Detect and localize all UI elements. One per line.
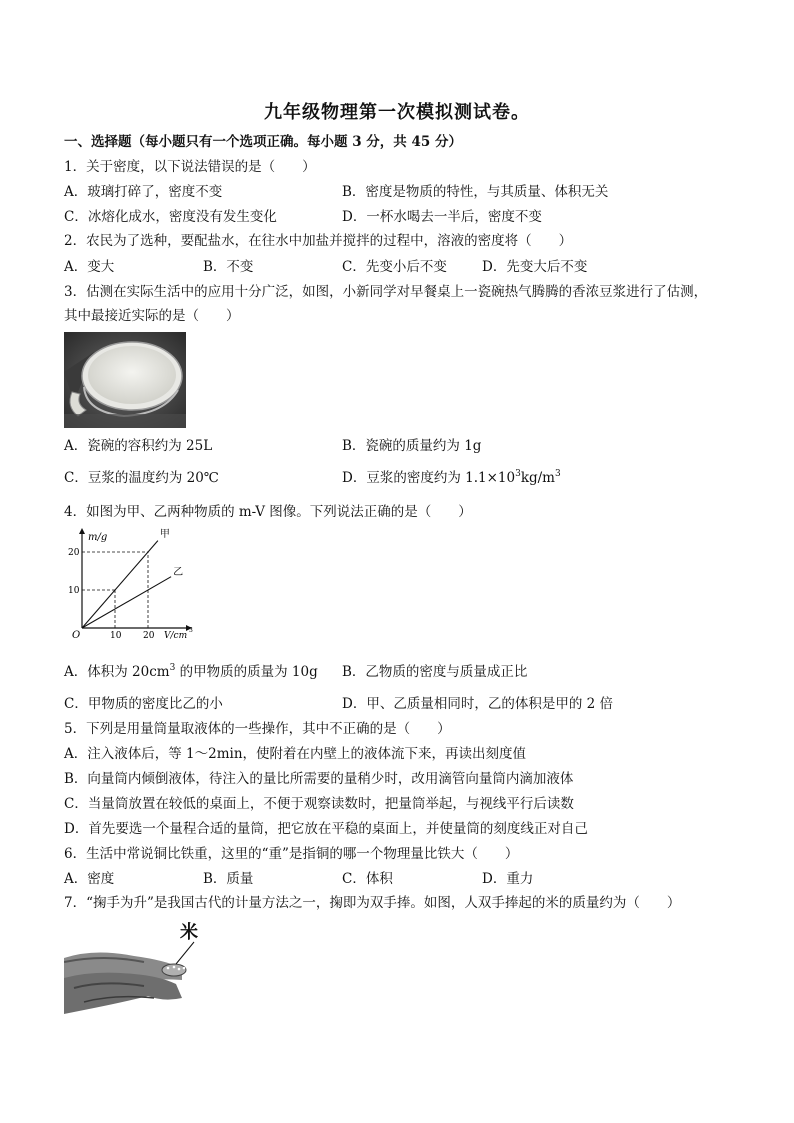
q4-option-a-rest: 的甲物质的质量为 10g xyxy=(175,664,318,680)
q6-option-a: A．密度 xyxy=(64,871,115,887)
q2-option-d: D．先变大后不变 xyxy=(482,259,588,275)
rice-label: 米 xyxy=(180,922,198,943)
question-5: 5．下列是用量筒量取液体的一些操作，其中不正确的是（ ） xyxy=(64,721,451,737)
q4-option-c: C．甲物质的密度比乙的小 xyxy=(64,696,223,712)
q1-option-b: B．密度是物质的特性，与其质量、体积无关 xyxy=(342,184,609,200)
section-heading: 一、选择题（每小题只有一个选项正确。每小题 3 分，共 45 分） xyxy=(64,134,462,150)
q3-option-d xyxy=(342,469,561,487)
bowl-photo xyxy=(64,332,186,428)
q5-option-c: C．当量筒放置在较低的桌面上，不便于观察读数时，把量筒举起，与视线平行后读数 xyxy=(64,796,574,812)
x-axis-label-exp: 3 xyxy=(189,627,193,634)
question-3-line1: 3．估测在实际生活中的应用十分广泛，如图，小新同学对早餐桌上一瓷碗热气腾腾的香浓豆浆进行了估测， xyxy=(64,284,708,300)
series-label-yi: 乙 xyxy=(173,566,184,578)
x-tick-label: 20 xyxy=(143,631,155,641)
question-6: 6．生活中常说铜比铁重，这里的“重”是指铜的哪一个物理量比铁大（ ） xyxy=(64,846,519,862)
q3-option-d-exp1: 3 xyxy=(515,469,521,479)
y-tick-label: 10 xyxy=(68,586,80,596)
q5-option-a: A．注入液体后，等 1～2min，使附着在内壁上的液体流下来，再读出刻度值 xyxy=(64,746,527,762)
q4-option-a-text: A．体积为 20cm xyxy=(64,664,170,680)
q2-option-a: A．变大 xyxy=(64,259,115,275)
y-tick-label: 20 xyxy=(68,548,80,558)
q3-option-d-text: D．豆浆的密度约为 1.1×10 xyxy=(342,470,516,486)
q6-option-b: B．质量 xyxy=(203,871,254,887)
y-axis-label: m/g xyxy=(88,532,108,543)
question-2: 2．农民为了选种，要配盐水，在往水中加盐并搅拌的过程中，溶液的密度将（ ） xyxy=(64,233,573,249)
series-line-yi xyxy=(82,577,171,628)
q4-option-a-exp: 3 xyxy=(169,663,176,673)
q6-option-d: D．重力 xyxy=(482,871,534,887)
q3-option-d-exp2: 3 xyxy=(554,469,561,479)
q1-option-c: C．冰熔化成水，密度没有发生变化 xyxy=(64,209,277,225)
series-label-jia: 甲 xyxy=(159,528,170,540)
q3-option-d-unit: kg/m xyxy=(520,470,555,486)
origin-label: O xyxy=(72,630,81,641)
hands-rice-photo xyxy=(64,918,204,1018)
y-axis-arrow xyxy=(79,528,85,534)
q3-option-a: A．瓷碗的容积约为 25L xyxy=(64,438,213,454)
q1-option-a: A．玻璃打碎了，密度不变 xyxy=(64,184,223,200)
x-axis-label: V/cm xyxy=(164,631,188,641)
x-tick-label: 10 xyxy=(110,631,122,641)
question-3-line2: 其中最接近实际的是（ ） xyxy=(64,308,240,324)
question-1: 1．关于密度，以下说法错误的是（ ） xyxy=(64,159,316,175)
q4-option-d: D．甲、乙质量相同时，乙的体积是甲的 2 倍 xyxy=(342,696,613,712)
series-line-jia xyxy=(82,541,158,628)
question-7: 7．“掬手为升”是我国古代的计量方法之一，掬即为双手捧。如图，人双手捧起的米的质量约为（ ） xyxy=(64,895,681,911)
q4-option-b: B．乙物质的密度与质量成正比 xyxy=(342,664,528,680)
question-4: 4．如图为甲、乙两种物质的 m-V 图像。下列说法正确的是（ ） xyxy=(64,504,472,520)
q4-option-a xyxy=(64,663,318,681)
q2-option-c: C．先变小后不变 xyxy=(342,259,447,275)
m-v-graph xyxy=(64,528,194,646)
q3-option-c: C．豆浆的温度约为 20℃ xyxy=(64,470,219,486)
q6-option-c: C．体积 xyxy=(342,871,393,887)
q1-option-d: D．一杯水喝去一半后，密度不变 xyxy=(342,209,542,225)
page-title: 九年级物理第一次模拟测试卷。 xyxy=(264,102,530,123)
q5-option-d: D．首先要选一个量程合适的量筒，把它放在平稳的桌面上，并使量筒的刻度线正对自己 xyxy=(64,821,588,837)
q2-option-b: B．不变 xyxy=(203,259,254,275)
q5-option-b: B．向量筒内倾倒液体，待注入的量比所需要的量稍少时，改用滴管向量筒内滴加液体 xyxy=(64,771,574,787)
q3-option-b: B．瓷碗的质量约为 1g xyxy=(342,438,482,454)
